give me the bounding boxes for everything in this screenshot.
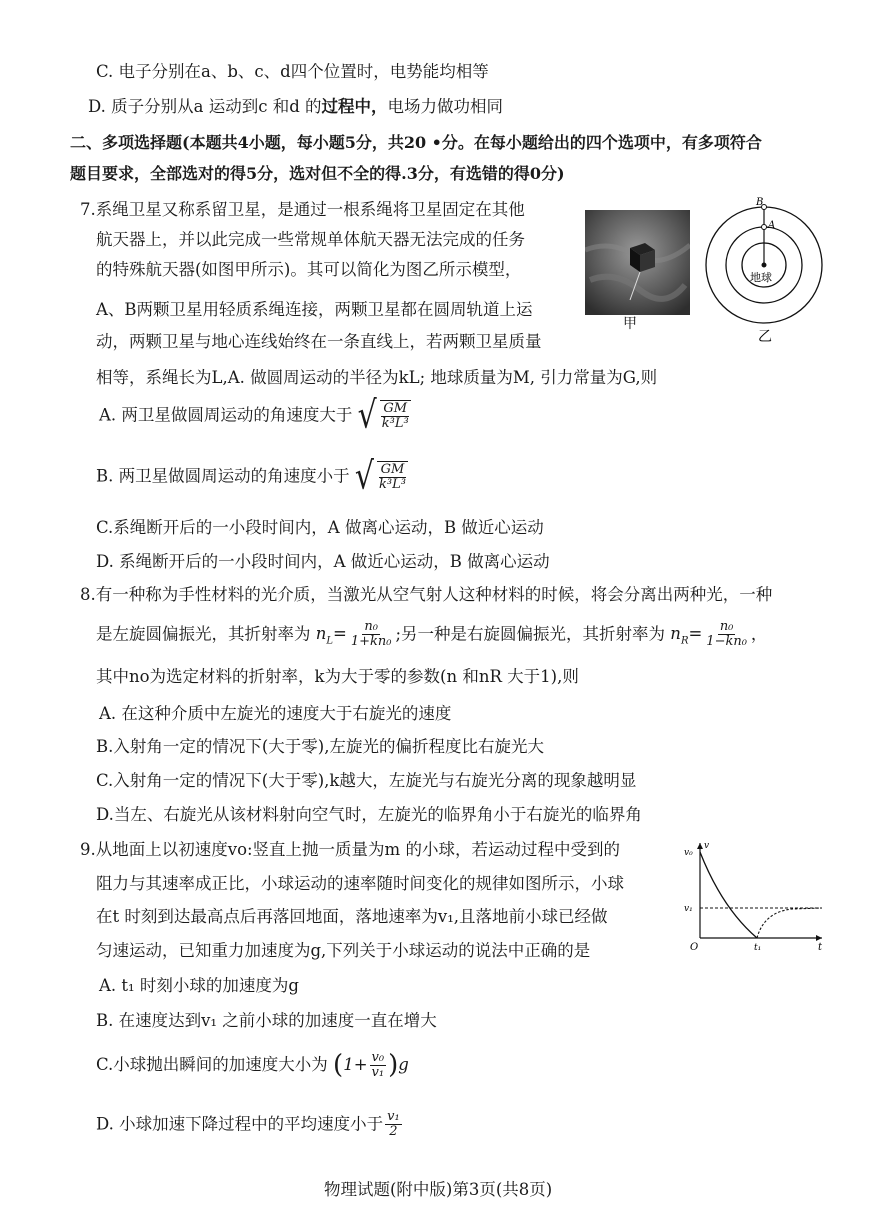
- q8-option-d: D.当左、右旋光从该材料射向空气时，左旋光的临界角小于右旋光的临界角: [96, 805, 642, 824]
- nr-sub: R: [680, 635, 689, 647]
- fig-yi-label: 乙: [758, 329, 772, 345]
- q7-line5: 动，两颗卫星与地心连线始终在一条直线上，若两颗卫星质量: [96, 332, 542, 351]
- nl-eq: =: [333, 624, 347, 644]
- q9-line1: 9.从地面上以初速度vo:竖直上抛一质量为m 的小球，若运动过程中受到的: [80, 840, 620, 859]
- label-v0: v₀: [684, 848, 693, 858]
- section-header-cont: 题目要求，全部选对的得5分，选对但不全的得.3分，有选错的得0分): [70, 164, 565, 183]
- label-a: A: [768, 220, 776, 231]
- q7-line6: 相等，系绳长为L,A. 做圆周运动的半径为kL; 地球质量为M, 引力常量为G,则: [96, 368, 658, 387]
- q9-d-text: D. 小球加速下降过程中的平均速度小于: [96, 1114, 384, 1134]
- q8-option-a: A. 在这种介质中左旋光的速度大于右旋光的速度: [99, 704, 452, 723]
- k3l3-den-b: k³L³: [379, 477, 406, 493]
- rising-curve: [700, 852, 757, 938]
- k3l3-den: k³L³: [381, 416, 409, 432]
- velocity-time-graph: [682, 838, 827, 953]
- nr-eq: =: [688, 624, 703, 644]
- nl-den: 1+kn₀: [350, 634, 392, 650]
- q7-option-a: [99, 393, 413, 438]
- label-v1: v₁: [684, 904, 693, 914]
- nr-n: n: [670, 624, 681, 644]
- one-plus: 1+: [343, 1055, 368, 1075]
- sqrt-gm-over-k3l3-b: √ $\frac{GM}{\text{k³L³}}$: [354, 454, 406, 499]
- v-axis-arrow-icon: [697, 843, 703, 849]
- earth-center: [762, 263, 767, 268]
- q8-line1: 8.有一种称为手性材料的光介质，当激光从空气射人这种材料的时候，将会分离出两种光，一种: [80, 585, 773, 604]
- q7-option-d: D. 系绳断开后的一小段时间内，A 做近心运动，B 做离心运动: [96, 552, 550, 571]
- sqrt-gm-over-k3l3: √ $\frac{GM}{\text{k³L³}}$: [357, 393, 409, 438]
- q8-line3: 其中no为选定材料的折射率，k为大于零的参数(n 和nR 大于1),则: [96, 667, 579, 686]
- q6-d-part1: D. 质子分别从a 运动到c 和d 的: [88, 97, 322, 116]
- q6-option-c: C. 电子分别在a、b、c、d四个位置时，电势能均相等: [96, 62, 489, 81]
- q7-b-text: B. 两卫星做圆周运动的角速度小于: [96, 466, 350, 486]
- v1-over-2: [385, 1110, 402, 1140]
- q8-option-b: B.入射角一定的情况下(大于零),左旋光的偏折程度比右旋光大: [96, 737, 544, 756]
- gm-num: GM: [383, 401, 408, 416]
- nr-den: 1−kn₀: [706, 634, 747, 650]
- tethered-satellite-photo: [585, 210, 690, 330]
- q9-c-text: C.小球抛出瞬间的加速度大小为: [96, 1055, 328, 1075]
- nr-fraction: [704, 620, 749, 650]
- q9-option-b: B. 在速度达到v₁ 之前小球的加速度一直在增大: [96, 1011, 437, 1030]
- q6-d-part2: 过程中，: [321, 97, 388, 116]
- q8-option-c: C.入射角一定的情况下(大于零),k越大，左旋光与右旋光分离的现象越明显: [96, 771, 637, 790]
- two-den: 2: [389, 1124, 398, 1140]
- nl-num: n₀: [364, 619, 378, 634]
- q9-line2: 阻力与其速率成正比，小球运动的速率随时间变化的规律如图所示，小球: [96, 874, 624, 893]
- v1-den: v₁: [371, 1065, 385, 1081]
- g-var: g: [398, 1055, 409, 1075]
- v1-num: v₁: [387, 1109, 400, 1124]
- paren-close: ): [388, 1050, 399, 1080]
- q8-l2-part1: 是左旋圆偏振光，其折射率为: [96, 624, 311, 644]
- nl-sub: L: [326, 635, 334, 647]
- label-v: v: [704, 841, 710, 851]
- nl-n: n: [315, 624, 327, 644]
- q9-option-d: [96, 1110, 404, 1140]
- q7-option-c: C.系绳断开后的一小段时间内，A 做离心运动，B 做近心运动: [96, 518, 544, 537]
- section-header: 二、多项选择题(本题共4小题，每小题5分，共20 •分。在每小题给出的四个选项中，有多项符合: [70, 133, 762, 152]
- fig-jia-label: 甲: [623, 316, 637, 330]
- q9-line4: 匀速运动，已知重力加速度为g,下列关于小球运动的说法中正确的是: [96, 941, 591, 960]
- q7-line3: 的特殊航天器(如图甲所示)。其可以简化为图乙所示模型，: [96, 260, 522, 279]
- label-origin: O: [690, 942, 699, 953]
- paren-open: (: [333, 1050, 344, 1080]
- falling-curve: [757, 908, 822, 938]
- v0-num: v₀: [371, 1049, 385, 1065]
- q8-line2: [96, 620, 767, 650]
- q7-a-text: A. 两卫星做圆周运动的角速度大于: [99, 405, 353, 425]
- q7-line2: 航天器上，并以此完成一些常规单体航天器无法完成的任务: [96, 230, 525, 249]
- q6-d-part3: 电场力做功相同: [387, 97, 504, 116]
- q7-line4: A、B两颗卫星用轻质系绳连接，两颗卫星都在圆周轨道上运: [96, 300, 533, 319]
- nr-num: n₀: [719, 619, 734, 634]
- q9-option-c: [96, 1050, 409, 1081]
- label-b: B: [756, 197, 764, 208]
- q9-line3: 在t 时刻到达最高点后再落回地面，落地速率为v₁,且落地前小球已经做: [96, 907, 608, 926]
- orbit-model-diagram: [700, 195, 830, 345]
- v0-over-v1: [370, 1051, 387, 1081]
- gm-num-b: GM: [380, 462, 405, 477]
- q9-option-a: A. t₁ 时刻小球的加速度为g: [99, 976, 299, 995]
- nr-formula: [670, 624, 703, 647]
- t-axis-arrow-icon: [816, 935, 822, 941]
- satellite-a: [762, 225, 767, 230]
- q7-option-b: [96, 454, 410, 499]
- q7-line1: 7.系绳卫星又称系留卫星，是通过一根系绳将卫星固定在其他: [80, 200, 525, 219]
- q8-l2-part2: ;另一种是右旋圆偏振光，其折射率为: [395, 624, 666, 644]
- label-t: t: [818, 942, 823, 953]
- nr-comma: ，: [750, 624, 768, 644]
- page-footer: 物理试题(附中版)第3页(共8页): [324, 1180, 553, 1199]
- nl-formula: [315, 624, 347, 647]
- label-t1: t₁: [754, 943, 762, 953]
- nl-fraction: [349, 620, 394, 650]
- label-earth: 地球: [750, 271, 772, 284]
- q6-option-d: [88, 97, 503, 117]
